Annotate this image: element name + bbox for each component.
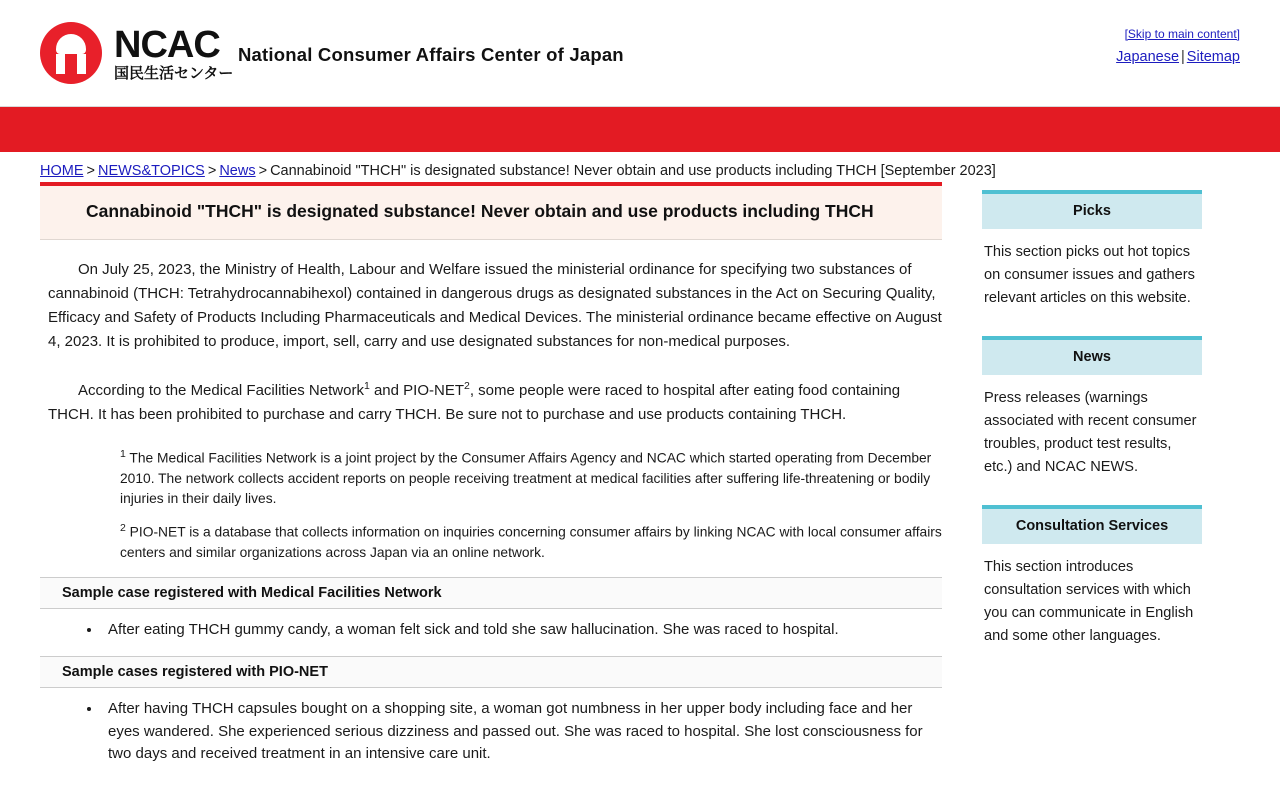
footnote-2-text: PIO-NET is a database that collects information on inquiries concerning consumer affairs by linking NCAC with local consumer affairs centers and similar organizations across Japan via an online network.: [120, 524, 942, 560]
footnote-ref-2[interactable]: 2: [464, 379, 470, 392]
logo-wordmark: [114, 23, 234, 82]
header-links: [1116, 26, 1240, 65]
organization-name: National Consumer Affairs Center of Japan: [238, 44, 624, 65]
main-content: [40, 182, 942, 772]
site-header: [0, 0, 1280, 107]
logo-japanese-name: 国民生活センター: [114, 64, 234, 82]
breadcrumb-news-topics[interactable]: NEWS&TOPICS: [97, 163, 205, 179]
sidebar-box-consultation-services[interactable]: [982, 505, 1202, 648]
sidebar: [982, 182, 1202, 675]
list-item: • After having THCH capsules bought on a shopping site, a woman got numbness in her upper body including face and her eyes wandered. She experienced serious dizziness and passed out. She was raced to hospital. She lost consciousness for two days and received treatment in an intensive care unit.: [102, 698, 942, 766]
sidebar-box-consultation-services-title: Consultation Services: [982, 505, 1202, 544]
link-separator: |: [1181, 49, 1185, 65]
site-logo[interactable]: [40, 22, 233, 84]
footnote-2: [120, 521, 942, 563]
article-paragraph-2: [40, 378, 942, 427]
list-item: • After eating THCH gummy candy, a woman felt sick and told she saw hallucination. She was raced to hospital.: [102, 619, 942, 642]
article-body: [40, 258, 942, 766]
global-nav-bar[interactable]: [0, 107, 1280, 152]
sidebar-box-news[interactable]: [982, 336, 1202, 479]
footnote-1-mark: 1: [120, 447, 126, 460]
sidebar-box-consultation-services-body: This section introduces consultation services with which you can communicate in English and some other languages.: [984, 559, 1194, 645]
footnote-ref-1[interactable]: 1: [363, 379, 370, 392]
sidebar-box-picks[interactable]: [982, 190, 1202, 310]
page-wrapper: [0, 182, 1280, 772]
paragraph-2-part-c: , some people were raced to hospital after eating food containing THCH. It has been prohibited to purchase and carry THCH. Be sure not to purchase and use products containing THCH.: [48, 381, 901, 423]
sidebar-box-news-body: Press releases (warnings associated with recent consumer troubles, product test results, etc.) and NCAC NEWS.: [984, 390, 1197, 476]
article-header: [40, 182, 942, 240]
paragraph-2-part-a: According to the Medical Facilities Network: [78, 381, 364, 399]
footnote-2-mark: 2: [120, 521, 126, 534]
language-links: [1116, 49, 1240, 65]
footnote-1: [120, 447, 942, 510]
breadcrumb-separator: >: [258, 163, 268, 179]
case-list-medical-facilities-network: [40, 619, 942, 642]
section-heading-pio-net: Sample cases registered with PIO-NET: [40, 656, 942, 688]
page-title: Cannabinoid "THCH" is designated substance! Never obtain and use products including THCH: [86, 201, 874, 222]
footnote-1-text: The Medical Facilities Network is a joint project by the Consumer Affairs Agency and NCAC which started operating from December 2010. The network collects accident reports on people receiving treatment at medical facilities after suffering life-threatening or bodily injuries in their daily lives.: [120, 450, 932, 507]
footnotes: [40, 447, 942, 563]
logo-initials: NCAC: [114, 23, 220, 66]
sidebar-box-picks-title: Picks: [982, 190, 1202, 229]
skip-to-main-content-link[interactable]: [Skip to main content]: [1124, 27, 1240, 41]
case-list-pio-net: [40, 698, 942, 766]
section-heading-medical-facilities-network: Sample case registered with Medical Facilities Network: [40, 577, 942, 609]
ncac-logo-icon: [40, 22, 102, 84]
breadcrumb-separator: >: [86, 163, 95, 179]
sitemap-link[interactable]: Sitemap: [1186, 49, 1240, 65]
breadcrumb-separator: >: [207, 163, 217, 179]
breadcrumb-home[interactable]: HOME: [40, 163, 84, 179]
article-paragraph-1: On July 25, 2023, the Ministry of Health, Labour and Welfare issued the ministerial ordinance for specifying two substances of cannabinoid (THCH: Tetrahydrocannabihexol) contained in dangerous drugs as designated substances in the Act on Securing Quality, Efficacy and Safety of Products Including Pharmaceuticals and Medical Devices. The ministerial ordinance became effective on August 4, 2023. It is prohibited to produce, import, sell, carry and use designated substances for non-medical purposes.: [48, 260, 942, 350]
japanese-link[interactable]: Japanese: [1116, 49, 1180, 65]
breadcrumb-current: Cannabinoid "THCH" is designated substance! Never obtain and use products including THCH [September 2023]: [270, 163, 996, 179]
sidebar-box-news-title: News: [982, 336, 1202, 375]
paragraph-2-part-b: and PIO-NET: [369, 381, 464, 399]
breadcrumb-news[interactable]: News: [219, 163, 256, 179]
breadcrumb: [0, 152, 1280, 182]
sidebar-box-picks-body: This section picks out hot topics on consumer issues and gathers relevant articles on this website.: [984, 244, 1195, 307]
